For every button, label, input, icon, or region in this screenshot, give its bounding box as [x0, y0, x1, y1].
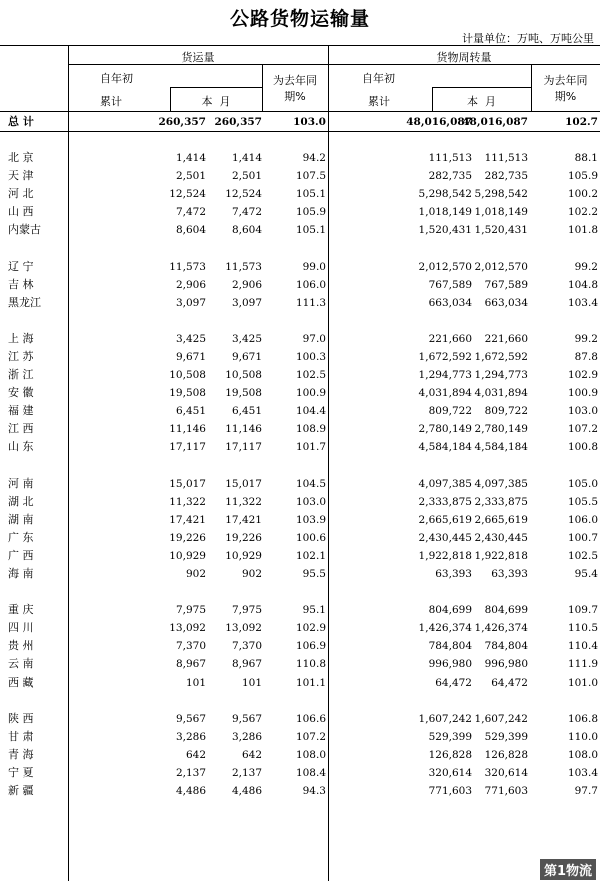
cell-tytd: 2,665,619: [418, 514, 472, 526]
table-row: [0, 277, 600, 293]
table-row: [0, 783, 600, 799]
cell-fmon: 7,975: [231, 604, 262, 616]
table-row: [0, 566, 600, 582]
cell-tytd: 221,660: [428, 333, 472, 345]
unit-note: 计量单位：万吨、万吨公里: [462, 32, 594, 45]
cell-tytd: 996,980: [428, 658, 472, 670]
cell-fmon: 642: [241, 749, 262, 761]
table-row: [0, 512, 600, 528]
cell-tyoy: 102.2: [567, 206, 598, 218]
region-name: 重 庆: [8, 603, 34, 616]
table-row: [0, 765, 600, 781]
cell-tmon: 1,520,431: [474, 224, 528, 236]
cell-tyoy: 111.9: [567, 658, 598, 670]
cell-tmon: 48,016,087: [462, 116, 528, 128]
region-name: 浙 江: [8, 368, 34, 381]
cell-tytd: 282,735: [428, 170, 472, 182]
cell-fytd: 3,286: [175, 731, 206, 743]
table-row: [0, 295, 600, 311]
cell-tytd: 663,034: [428, 297, 472, 309]
cell-tyoy: 110.0: [567, 731, 598, 743]
region-name: 山 东: [8, 440, 34, 453]
cell-fyoy: 101.7: [295, 441, 326, 453]
cell-fmon: 19,508: [225, 387, 262, 399]
cell-tyoy: 106.8: [567, 713, 598, 725]
cell-fytd: 12,524: [169, 188, 206, 200]
cell-tytd: 1,922,818: [418, 550, 472, 562]
table-row: [0, 747, 600, 763]
cell-fyoy: 108.4: [295, 767, 326, 779]
region-name: 总 计: [8, 115, 34, 128]
cell-fytd: 4,486: [175, 785, 206, 797]
cell-fmon: 9,671: [231, 351, 262, 363]
header-freight-yoy-1: 为去年同: [273, 74, 317, 87]
region-name: 吉 林: [8, 278, 34, 291]
cell-fyoy: 111.3: [295, 297, 326, 309]
region-name: 安 徽: [8, 386, 34, 399]
cell-fytd: 15,017: [169, 478, 206, 490]
cell-fmon: 2,501: [231, 170, 262, 182]
table-row: [0, 349, 600, 365]
cell-tyoy: 100.8: [567, 441, 598, 453]
cell-fmon: 1,414: [231, 152, 262, 164]
cell-fyoy: 100.3: [295, 351, 326, 363]
cell-fmon: 10,929: [225, 550, 262, 562]
cell-tyoy: 87.8: [574, 351, 598, 363]
cell-tyoy: 101.0: [567, 677, 598, 689]
cell-tmon: 126,828: [484, 749, 528, 761]
cell-fmon: 17,421: [225, 514, 262, 526]
region-name: 西 藏: [8, 676, 34, 689]
cell-tytd: 2,012,570: [418, 261, 472, 273]
cell-fytd: 101: [185, 677, 206, 689]
cell-fyoy: 103.0: [295, 496, 326, 508]
cell-fyoy: 102.1: [295, 550, 326, 562]
cell-fytd: 8,967: [175, 658, 206, 670]
region-name: 黑龙江: [8, 296, 41, 309]
cell-fyoy: 102.5: [295, 369, 326, 381]
cell-tytd: 1,426,374: [418, 622, 472, 634]
cell-tytd: 320,614: [428, 767, 472, 779]
region-name: 宁 夏: [8, 766, 34, 779]
cell-fytd: 10,929: [169, 550, 206, 562]
cell-tmon: 5,298,542: [474, 188, 528, 200]
cell-tmon: 221,660: [484, 333, 528, 345]
cell-fmon: 260,357: [214, 116, 262, 128]
cell-fytd: 17,421: [169, 514, 206, 526]
cell-tmon: 2,012,570: [474, 261, 528, 273]
cell-tyoy: 99.2: [574, 261, 598, 273]
cell-fmon: 19,226: [225, 532, 262, 544]
cell-fyoy: 100.6: [295, 532, 326, 544]
cell-tyoy: 99.2: [574, 333, 598, 345]
region-name: 四 川: [8, 621, 34, 634]
cell-tmon: 2,333,875: [474, 496, 528, 508]
page-title: 公路货物运输量: [229, 8, 370, 30]
cell-tmon: 2,665,619: [474, 514, 528, 526]
cell-tytd: 64,472: [435, 677, 472, 689]
cell-fyoy: 101.1: [295, 677, 326, 689]
cell-fytd: 11,146: [169, 423, 206, 435]
cell-tyoy: 106.0: [567, 514, 598, 526]
cell-tyoy: 100.9: [567, 387, 598, 399]
region-name: 上 海: [8, 332, 34, 345]
header-turnover: 货物周转量: [436, 51, 492, 64]
cell-fyoy: 103.0: [293, 116, 326, 128]
cell-tytd: 2,333,875: [418, 496, 472, 508]
table-row: [0, 675, 600, 691]
region-name: 青 海: [8, 748, 34, 761]
cell-tmon: 1,294,773: [474, 369, 528, 381]
cell-tyoy: 103.4: [567, 297, 598, 309]
table-row: [0, 439, 600, 455]
cell-tyoy: 109.7: [567, 604, 598, 616]
cell-tmon: 767,589: [484, 279, 528, 291]
table-row: [0, 656, 600, 672]
cell-tyoy: 110.4: [567, 640, 598, 652]
cell-tytd: 1,520,431: [418, 224, 472, 236]
cell-tmon: 809,722: [484, 405, 528, 417]
cell-tmon: 784,804: [484, 640, 528, 652]
cell-tmon: 2,780,149: [474, 423, 528, 435]
region-name: 天 津: [8, 169, 34, 182]
header-freight: 货运量: [181, 51, 215, 64]
table-row: [0, 638, 600, 654]
region-name: 云 南: [8, 657, 34, 670]
cell-fmon: 13,092: [225, 622, 262, 634]
cell-tyoy: 97.7: [574, 785, 598, 797]
region-name: 河 北: [8, 187, 34, 200]
cell-fytd: 7,472: [175, 206, 206, 218]
region-name: 湖 南: [8, 513, 34, 526]
cell-fyoy: 97.0: [302, 333, 326, 345]
cell-tyoy: 103.0: [567, 405, 598, 417]
cell-fytd: 9,567: [175, 713, 206, 725]
cell-fmon: 3,425: [231, 333, 262, 345]
cell-fytd: 7,975: [175, 604, 206, 616]
region-name: 陕 西: [8, 712, 34, 725]
cell-tmon: 1,672,592: [474, 351, 528, 363]
region-name: 福 建: [8, 404, 34, 417]
cell-fyoy: 108.9: [295, 423, 326, 435]
cell-fyoy: 107.5: [295, 170, 326, 182]
cell-tmon: 4,031,894: [474, 387, 528, 399]
cell-tyoy: 105.5: [567, 496, 598, 508]
cell-fmon: 902: [241, 568, 262, 580]
cell-fmon: 10,508: [225, 369, 262, 381]
region-name: 北 京: [8, 151, 34, 164]
table-row: [0, 150, 600, 166]
cell-fyoy: 104.4: [295, 405, 326, 417]
cell-fmon: 7,472: [231, 206, 262, 218]
cell-tmon: 1,426,374: [474, 622, 528, 634]
cell-fyoy: 107.2: [295, 731, 326, 743]
cell-fyoy: 104.5: [295, 478, 326, 490]
cell-tmon: 996,980: [484, 658, 528, 670]
cell-fytd: 11,322: [169, 496, 206, 508]
cell-fytd: 1,414: [175, 152, 206, 164]
cell-fyoy: 105.1: [295, 188, 326, 200]
cell-fytd: 13,092: [169, 622, 206, 634]
cell-tytd: 48,016,087: [406, 116, 472, 128]
cell-tytd: 4,097,385: [418, 478, 472, 490]
table-row: [0, 494, 600, 510]
cell-tyoy: 100.2: [567, 188, 598, 200]
region-name: 江 苏: [8, 350, 34, 363]
header-freight-yoy-2: 期%: [284, 90, 306, 103]
cell-fmon: 3,097: [231, 297, 262, 309]
region-name: 湖 北: [8, 495, 34, 508]
header-turnover-ytd-bottom: 累计: [368, 95, 390, 108]
cell-fytd: 3,425: [175, 333, 206, 345]
cell-tytd: 126,828: [428, 749, 472, 761]
table-row: [0, 367, 600, 383]
cell-tytd: 111,513: [428, 152, 472, 164]
cell-tmon: 4,584,184: [474, 441, 528, 453]
table-row: [0, 331, 600, 347]
cell-fyoy: 103.9: [295, 514, 326, 526]
cell-tytd: 771,603: [428, 785, 472, 797]
cell-fyoy: 106.9: [295, 640, 326, 652]
cell-tytd: 784,804: [428, 640, 472, 652]
cell-tytd: 2,430,445: [418, 532, 472, 544]
cell-fytd: 17,117: [169, 441, 206, 453]
cell-tytd: 767,589: [428, 279, 472, 291]
cell-tyoy: 105.0: [567, 478, 598, 490]
cell-tytd: 1,672,592: [418, 351, 472, 363]
cell-fmon: 101: [241, 677, 262, 689]
region-name: 海 南: [8, 567, 34, 580]
cell-tytd: 5,298,542: [418, 188, 472, 200]
table-row: [0, 729, 600, 745]
cell-fytd: 2,906: [175, 279, 206, 291]
cell-tyoy: 104.8: [567, 279, 598, 291]
cell-fmon: 17,117: [225, 441, 262, 453]
table-row: [0, 403, 600, 419]
cell-fytd: 2,501: [175, 170, 206, 182]
cell-fytd: 11,573: [169, 261, 206, 273]
region-name: 山 西: [8, 205, 34, 218]
cell-tytd: 529,399: [428, 731, 472, 743]
cell-fmon: 11,146: [225, 423, 262, 435]
cell-tmon: 1,922,818: [474, 550, 528, 562]
cell-fmon: 11,322: [225, 496, 262, 508]
cell-tytd: 804,699: [428, 604, 472, 616]
table-row: [0, 548, 600, 564]
cell-fmon: 15,017: [225, 478, 262, 490]
cell-tytd: 1,294,773: [418, 369, 472, 381]
cell-fyoy: 105.9: [295, 206, 326, 218]
cell-tmon: 529,399: [484, 731, 528, 743]
header-turnover-month: 本 月: [467, 95, 496, 108]
region-name: 新 疆: [8, 784, 34, 797]
cell-tmon: 1,018,149: [474, 206, 528, 218]
cell-tmon: 663,034: [484, 297, 528, 309]
cell-tyoy: 102.9: [567, 369, 598, 381]
cell-fytd: 19,226: [169, 532, 206, 544]
region-name: 辽 宁: [8, 260, 34, 273]
cell-tmon: 111,513: [484, 152, 528, 164]
cell-tyoy: 95.4: [574, 568, 598, 580]
table-row: [0, 186, 600, 202]
cell-tyoy: 101.8: [567, 224, 598, 236]
cell-fmon: 11,573: [225, 261, 262, 273]
cell-fmon: 12,524: [225, 188, 262, 200]
table-row: [0, 421, 600, 437]
cell-fyoy: 95.5: [302, 568, 326, 580]
cell-tmon: 63,393: [491, 568, 528, 580]
cell-fytd: 902: [185, 568, 206, 580]
cell-tmon: 282,735: [484, 170, 528, 182]
region-name: 河 南: [8, 477, 34, 490]
cell-fyoy: 110.8: [295, 658, 326, 670]
cell-fmon: 6,451: [231, 405, 262, 417]
header-freight-month: 本 月: [201, 95, 231, 108]
table-row: [0, 222, 600, 238]
table-row: [0, 711, 600, 727]
table-row: [0, 620, 600, 636]
table-row: [0, 530, 600, 546]
cell-tmon: 2,430,445: [474, 532, 528, 544]
table-row: [0, 476, 600, 492]
header-turnover-ytd-top: 自年初: [362, 72, 395, 85]
cell-tytd: 63,393: [435, 568, 472, 580]
cell-fmon: 2,137: [231, 767, 262, 779]
region-name: 贵 州: [8, 639, 34, 652]
cell-fmon: 8,604: [231, 224, 262, 236]
cell-fytd: 8,604: [175, 224, 206, 236]
region-name: 内蒙古: [8, 223, 41, 236]
header-turnover-yoy-1: 为去年同: [543, 74, 588, 87]
cell-tyoy: 88.1: [574, 152, 598, 164]
cell-tmon: 771,603: [484, 785, 528, 797]
cell-fmon: 2,906: [231, 279, 262, 291]
cell-fyoy: 102.9: [295, 622, 326, 634]
cell-fmon: 7,370: [231, 640, 262, 652]
cell-tmon: 4,097,385: [474, 478, 528, 490]
cell-fytd: 7,370: [175, 640, 206, 652]
table-row: [0, 602, 600, 618]
cell-fmon: 4,486: [231, 785, 262, 797]
cell-tyoy: 107.2: [567, 423, 598, 435]
cell-tytd: 4,031,894: [418, 387, 472, 399]
cell-tyoy: 103.4: [567, 767, 598, 779]
header-freight-ytd-bottom: 累计: [100, 95, 122, 108]
header-turnover-yoy-2: 期%: [554, 90, 577, 103]
cell-fmon: 8,967: [231, 658, 262, 670]
cell-fyoy: 100.9: [295, 387, 326, 399]
cell-tyoy: 110.5: [567, 622, 598, 634]
cell-fytd: 6,451: [175, 405, 206, 417]
table-row: [0, 168, 600, 184]
cell-fyoy: 94.2: [302, 152, 326, 164]
total-row: [0, 114, 600, 130]
cell-tmon: 804,699: [484, 604, 528, 616]
cell-tyoy: 105.9: [567, 170, 598, 182]
cell-fyoy: 94.3: [302, 785, 326, 797]
cell-fyoy: 108.0: [295, 749, 326, 761]
cell-tytd: 4,584,184: [418, 441, 472, 453]
watermark-logo: 第1物流: [540, 859, 596, 880]
region-name: 甘 肃: [8, 730, 34, 743]
cell-tyoy: 108.0: [567, 749, 598, 761]
cell-tmon: 64,472: [491, 677, 528, 689]
cell-fytd: 19,508: [169, 387, 206, 399]
cell-fytd: 9,671: [175, 351, 206, 363]
cell-fmon: 3,286: [231, 731, 262, 743]
cell-tyoy: 102.7: [565, 116, 598, 128]
cell-fyoy: 99.0: [302, 261, 326, 273]
cell-fytd: 10,508: [169, 369, 206, 381]
cell-tmon: 1,607,242: [474, 713, 528, 725]
cell-fytd: 260,357: [158, 116, 206, 128]
table-row: [0, 259, 600, 275]
cell-fmon: 9,567: [231, 713, 262, 725]
cell-tyoy: 102.5: [567, 550, 598, 562]
header-freight-ytd-top: 自年初: [100, 72, 133, 85]
cell-fyoy: 106.6: [295, 713, 326, 725]
cell-fyoy: 106.0: [295, 279, 326, 291]
cell-fyoy: 95.1: [302, 604, 326, 616]
cell-fyoy: 105.1: [295, 224, 326, 236]
region-name: 江 西: [8, 422, 34, 435]
region-name: 广 西: [8, 549, 34, 562]
cell-tyoy: 100.7: [567, 532, 598, 544]
cell-tmon: 320,614: [484, 767, 528, 779]
table-row: [0, 204, 600, 220]
cell-tytd: 809,722: [428, 405, 472, 417]
table-row: [0, 385, 600, 401]
cell-tytd: 1,607,242: [418, 713, 472, 725]
cell-fytd: 3,097: [175, 297, 206, 309]
region-name: 广 东: [8, 531, 34, 544]
cell-fytd: 2,137: [175, 767, 206, 779]
cell-fytd: 642: [185, 749, 206, 761]
cell-tytd: 2,780,149: [418, 423, 472, 435]
cell-tytd: 1,018,149: [418, 206, 472, 218]
